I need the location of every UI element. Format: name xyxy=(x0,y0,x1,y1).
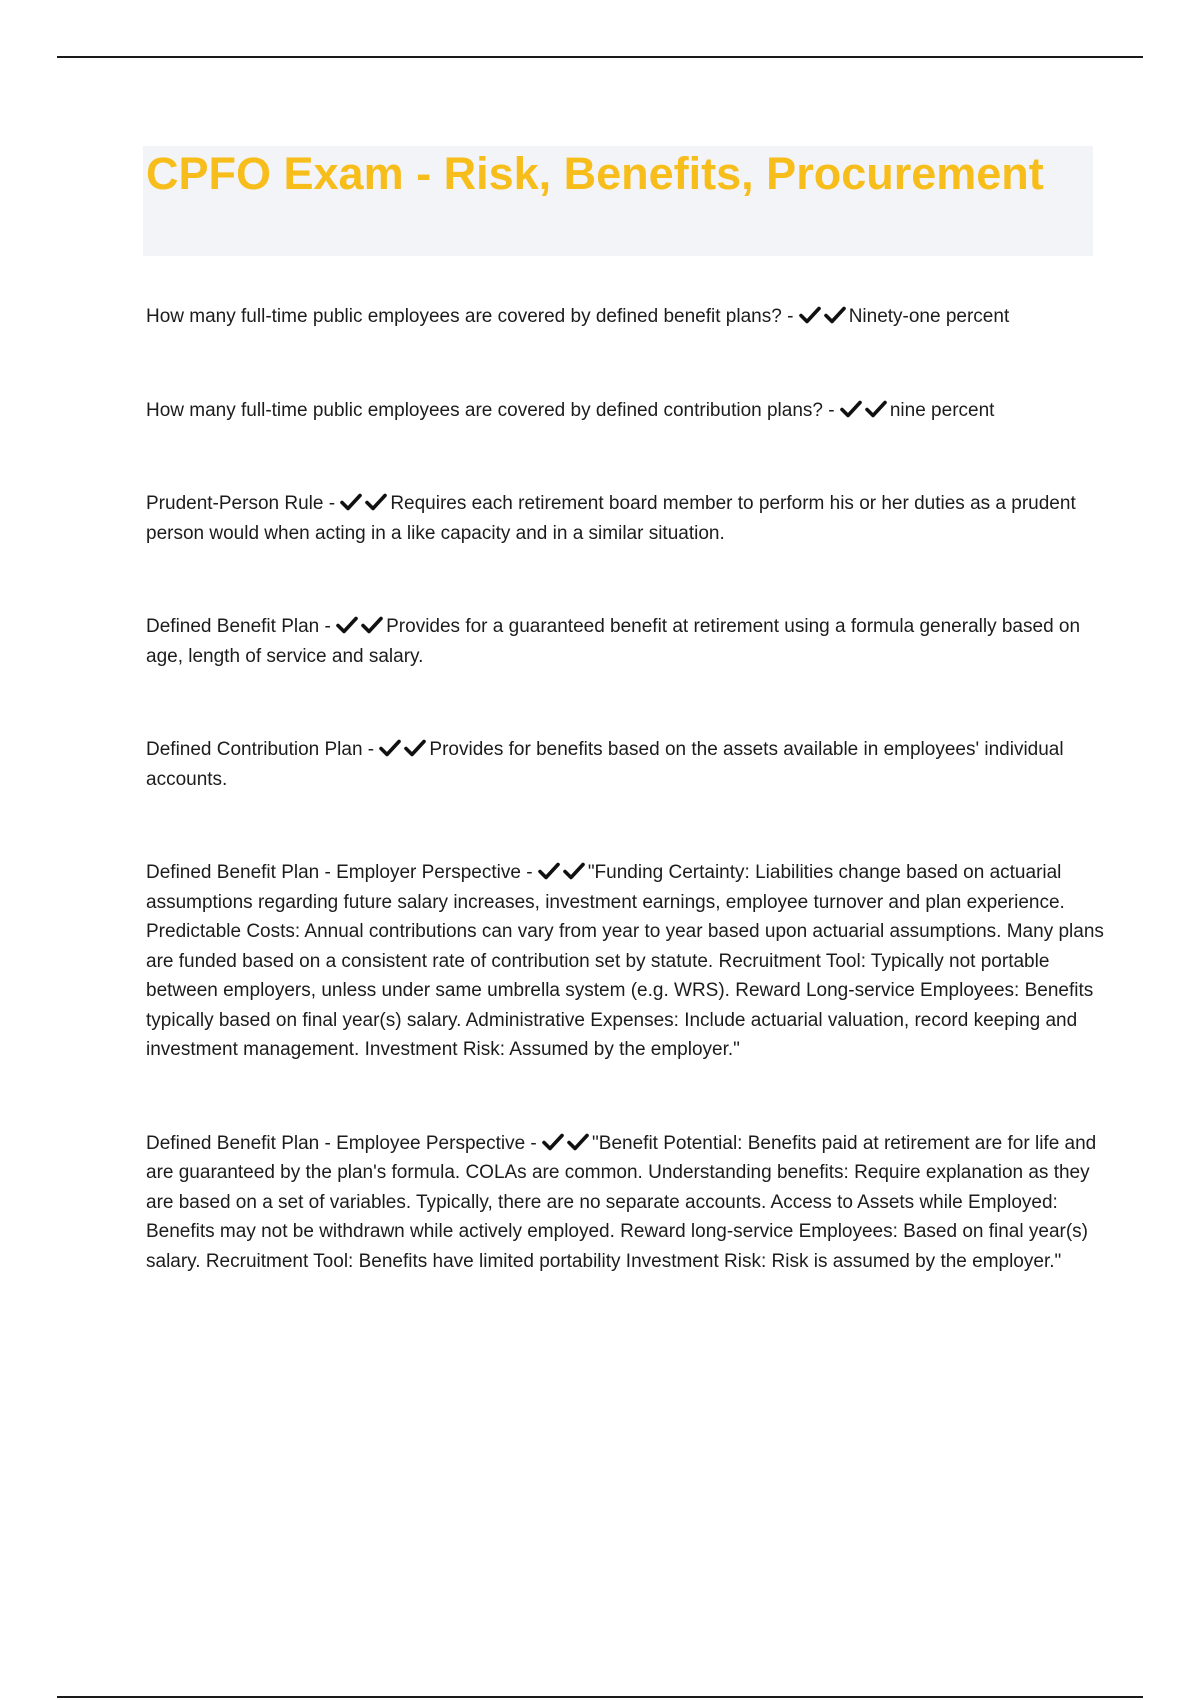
flashcard-entry xyxy=(146,735,1086,794)
flashcard-entry xyxy=(146,489,1086,548)
document-body xyxy=(146,302,1104,1276)
entry-answer: "Funding Certainty: Liabilities change based on actuarial assumptions regarding future salary increases, investment earnings, employee turnover and plan experience. Predictable Costs: Annual contributions can vary from year to year based upon actuarial assumptions. Many plans are funded based on a consistent rate of contribution set by statute. Recruitment Tool: Typically not portable between employers, unless under same umbrella system (e.g. WRS). Reward Long-service Employees: Benefits typically based on final year(s) salary. Administrative Expenses: Include actuarial valuation, record keeping and investment management. Investment Risk: Assumed by the employer." xyxy=(146,862,1104,1060)
entry-answer: "Benefit Potential: Benefits paid at retirement are for life and are guaranteed by the plan's formula. COLAs are common. Understanding benefits: Require explanation as they are based on a set of variables. Typically, there are no separate accounts. Access to Assets while Employed: Benefits may not be withdrawn while actively employed. Reward long-service Employees: Based on final year(s) salary. Recruitment Tool: Benefits have limited portability Investment Risk: Risk is assumed by the employer." xyxy=(146,1132,1097,1272)
check-mark-icon xyxy=(538,862,560,880)
entry-answer: Provides for a guaranteed benefit at retirement using a formula generally based on age, length of service and salary. xyxy=(146,616,1081,667)
flashcard-entry xyxy=(146,858,1106,1065)
entry-term: How many full-time public employees are covered by defined contribution plans? xyxy=(146,399,823,421)
check-mark-icon xyxy=(361,616,383,634)
flashcard-entry xyxy=(146,612,1086,671)
entry-term: Defined Benefit Plan xyxy=(146,616,320,637)
bottom-rule xyxy=(57,1696,1143,1698)
check-mark-icon xyxy=(840,400,862,418)
top-rule xyxy=(57,56,1143,58)
check-mark-icon xyxy=(563,862,585,880)
check-mark-icon xyxy=(365,493,387,511)
entry-answer: Provides for benefits based on the assets available in employees' individual accounts. xyxy=(146,739,1064,790)
entry-term: Defined Contribution Plan xyxy=(146,739,363,760)
flashcard-entry xyxy=(146,1129,1106,1277)
check-mark-icon xyxy=(542,1133,564,1151)
term-separator: - xyxy=(323,493,341,514)
check-mark-icon xyxy=(865,400,887,418)
term-separator: - xyxy=(822,399,840,421)
check-mark-icon xyxy=(404,739,426,757)
check-mark-icon xyxy=(336,616,358,634)
check-mark-icon xyxy=(799,306,821,324)
term-separator: - xyxy=(525,1132,543,1154)
check-mark-icon xyxy=(379,739,401,757)
check-mark-icon xyxy=(824,306,846,324)
term-separator: - xyxy=(319,616,337,637)
entry-answer: Ninety-one percent xyxy=(848,306,1010,327)
page-title: CPFO Exam - Risk, Benefits, Procurement xyxy=(146,148,1044,199)
entry-term: Defined Benefit Plan - Employee Perspective xyxy=(146,1132,526,1154)
flashcard-entry xyxy=(146,396,1086,426)
check-mark-icon xyxy=(567,1133,589,1151)
entry-answer: Requires each retirement board member to perform his or her duties as a prudent person would when acting in a like capacity and in a similar situation. xyxy=(146,493,1076,544)
entry-answer: nine percent xyxy=(889,399,995,421)
check-mark-icon xyxy=(340,493,362,511)
flashcard-entry xyxy=(146,302,1086,332)
term-separator: - xyxy=(520,862,538,883)
term-separator: - xyxy=(362,739,380,760)
entry-term: Prudent-Person Rule xyxy=(146,493,324,514)
entry-term: How many full-time public employees are covered by defined benefit plans? xyxy=(146,306,782,327)
term-separator: - xyxy=(781,306,799,327)
entry-term: Defined Benefit Plan - Employer Perspective xyxy=(146,862,521,883)
